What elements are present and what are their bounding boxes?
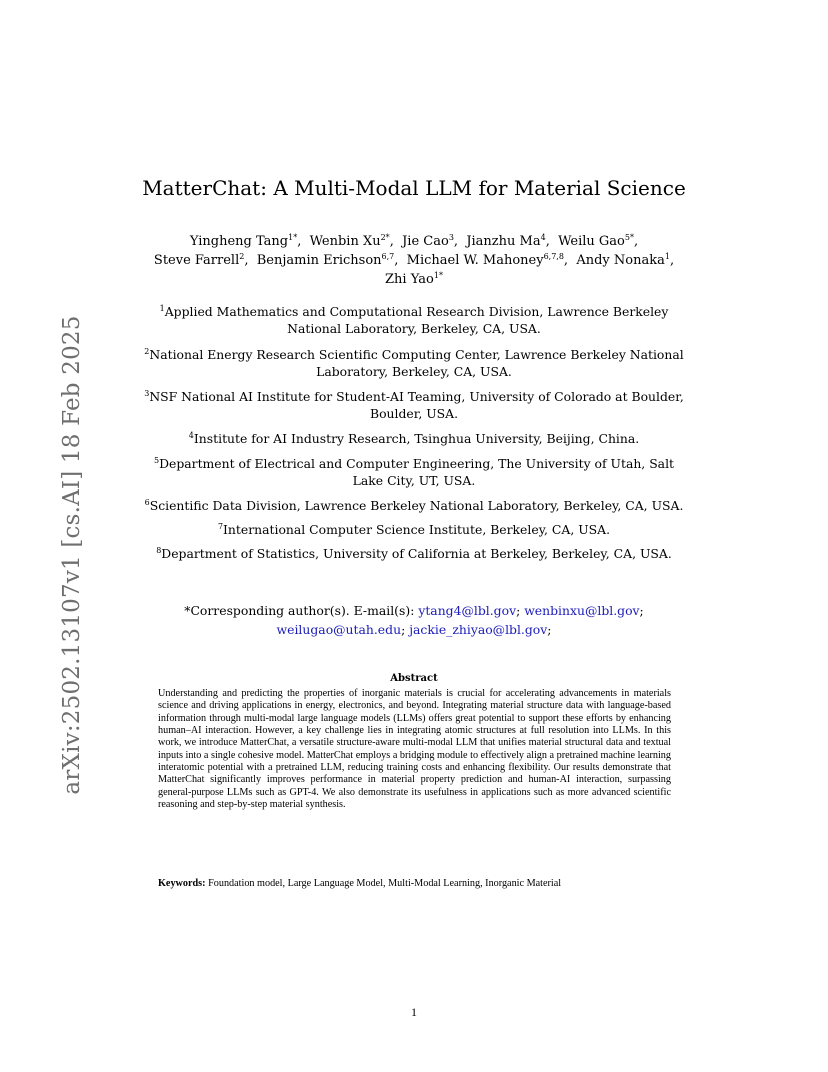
affiliation-7 [140,521,688,538]
author-affiliation-mark: 1* [433,271,443,280]
email-link[interactable]: weilugao@utah.edu [276,622,402,637]
affiliation-8 [140,545,688,562]
email-link[interactable]: wenbinxu@lbl.gov [524,603,640,618]
affiliation-number: 4 [188,431,194,440]
author-affiliation-mark: 6,7,8 [543,252,564,261]
author-affiliation-mark: 1 [664,252,670,261]
author-affiliation-mark: 4 [540,233,546,242]
paper-title: MatterChat: A Multi-Modal LLM for Material Science [142,176,686,200]
affiliation-text: National Energy Research Scientific Computing Center, Lawrence Berkeley National Laboratory, Berkeley, CA, USA. [149,347,684,379]
affiliation-text: Scientific Data Division, Lawrence Berkeley National Laboratory, Berkeley, CA, USA. [149,498,684,513]
affiliation-number: 1 [159,304,165,313]
affiliation-text: NSF National AI Institute for Student-AI Teaming, University of Colorado at Boulder, Boulder, USA. [149,389,684,421]
affiliation-text: Applied Mathematics and Computational Research Division, Lawrence Berkeley National Laboratory, Berkeley, CA, USA. [164,304,669,336]
affiliation-text: Department of Statistics, University of California at Berkeley, Berkeley, CA, USA. [161,546,672,561]
keywords-text: Foundation model, Large Language Model, Multi-Modal Learning, Inorganic Material [208,878,562,889]
page-number: 1 [411,1005,417,1019]
author-name: Weilu Gao [558,234,625,249]
affiliation-4 [140,430,688,447]
author-name: Michael W. Mahoney [406,253,544,268]
affiliation-5 [140,455,688,489]
email-link[interactable]: ytang4@lbl.gov [418,603,517,618]
author-name: Wenbin Xu [309,234,381,249]
affiliation-number: 6 [144,498,150,507]
abstract-text: Understanding and predicting the properties of inorganic materials is crucial for accelerating advancements in materials science and driving applications in energy, electronics, and beyond. Integrating material structure data with language-based information through multi-modal large language models (LLMs) offers great potential to support these efforts by enhancing human–AI interaction. However, a key challenge lies in integrating atomic structures at full resolution into LLMs. In this work, we introduce MatterChat, a versatile structure-aware multi-modal LLM that unifies material structural data and textual inputs into a single cohesive model. MatterChat employs a bridging module to effectively align a pretrained machine learning interatomic potential with a pretrained LLM, reducing training costs and enhancing flexibility. Our results demonstrate that MatterChat significantly improves performance in material property prediction and human-AI interaction, surpassing general-purpose LLMs such as GPT-4. We also demonstrate its usefulness in applications such as more advanced scientific reasoning and step-by-step material synthesis. [158,688,671,811]
affiliation-1 [140,303,688,337]
author-name: Jie Cao [402,234,449,249]
affiliation-text: Institute for AI Industry Research, Tsinghua University, Beijing, China. [193,431,640,446]
author-name: Zhi Yao [385,272,434,287]
keywords-label: Keywords: [158,878,206,889]
author-affiliation-mark: 2* [380,233,390,242]
affiliation-number: 3 [144,389,150,398]
author-list: Yingheng Tang$^{1*}$, Wenbin $Xu^{2*}$, Jie Cao$^3$, Jianzhu Ma$^4$, Weilu Gao$^{5*}$, Steve Farrell$^2$, Benjamin Erichson$^{6,7}$, Michael W. Mahoney$^{6,7,8}$, Andy Nonaka$^1$, Zhi Yao$^{1*}$ [153,233,675,287]
corresponding-authors: *Corresponding author(s). E-mail(s): ytang4@lbl.gov; wenbinxu@lbl.gov; weilugao@utah.edu; jackie_zhiyao@lbl.gov; [184,603,644,637]
affiliation-number: 5 [153,456,160,465]
author-name: Benjamin Erichson [256,253,382,268]
author-affiliation-mark: 1* [288,233,298,242]
affiliation-6 [140,497,688,514]
author-name: Yingheng Tang [189,234,289,249]
affiliation-2 [140,346,688,380]
author-affiliation-mark: 3 [448,233,454,242]
author-name: Andy Nonaka [576,253,665,268]
affiliation-text: International Computer Science Institute, Berkeley, CA, USA. [223,522,611,537]
author-affiliation-mark: 5* [624,233,634,242]
author-name: Steve Farrell [153,253,240,268]
author-affiliation-mark: 6,7 [381,252,395,261]
author-name: Jianzhu Ma [466,234,541,249]
email-link[interactable]: jackie_zhiyao@lbl.gov [409,622,548,637]
affiliation-3 [140,388,688,422]
arxiv-identifier: arXiv:2502.13107v1 [cs.AI] 18 Feb 2025 [59,315,85,795]
affiliation-number: 8 [156,546,162,555]
corresponding-prefix: *Corresponding author(s). E-mail(s): [184,603,419,618]
affiliation-text: Department of Electrical and Computer Engineering, The University of Utah, Salt Lake City, UT, USA. [159,456,675,488]
affiliation-number: 7 [217,522,224,531]
abstract-heading: Abstract [390,673,438,684]
affiliation-number: 2 [144,347,150,356]
keywords [158,878,671,890]
author-affiliation-mark: 2 [239,252,245,261]
